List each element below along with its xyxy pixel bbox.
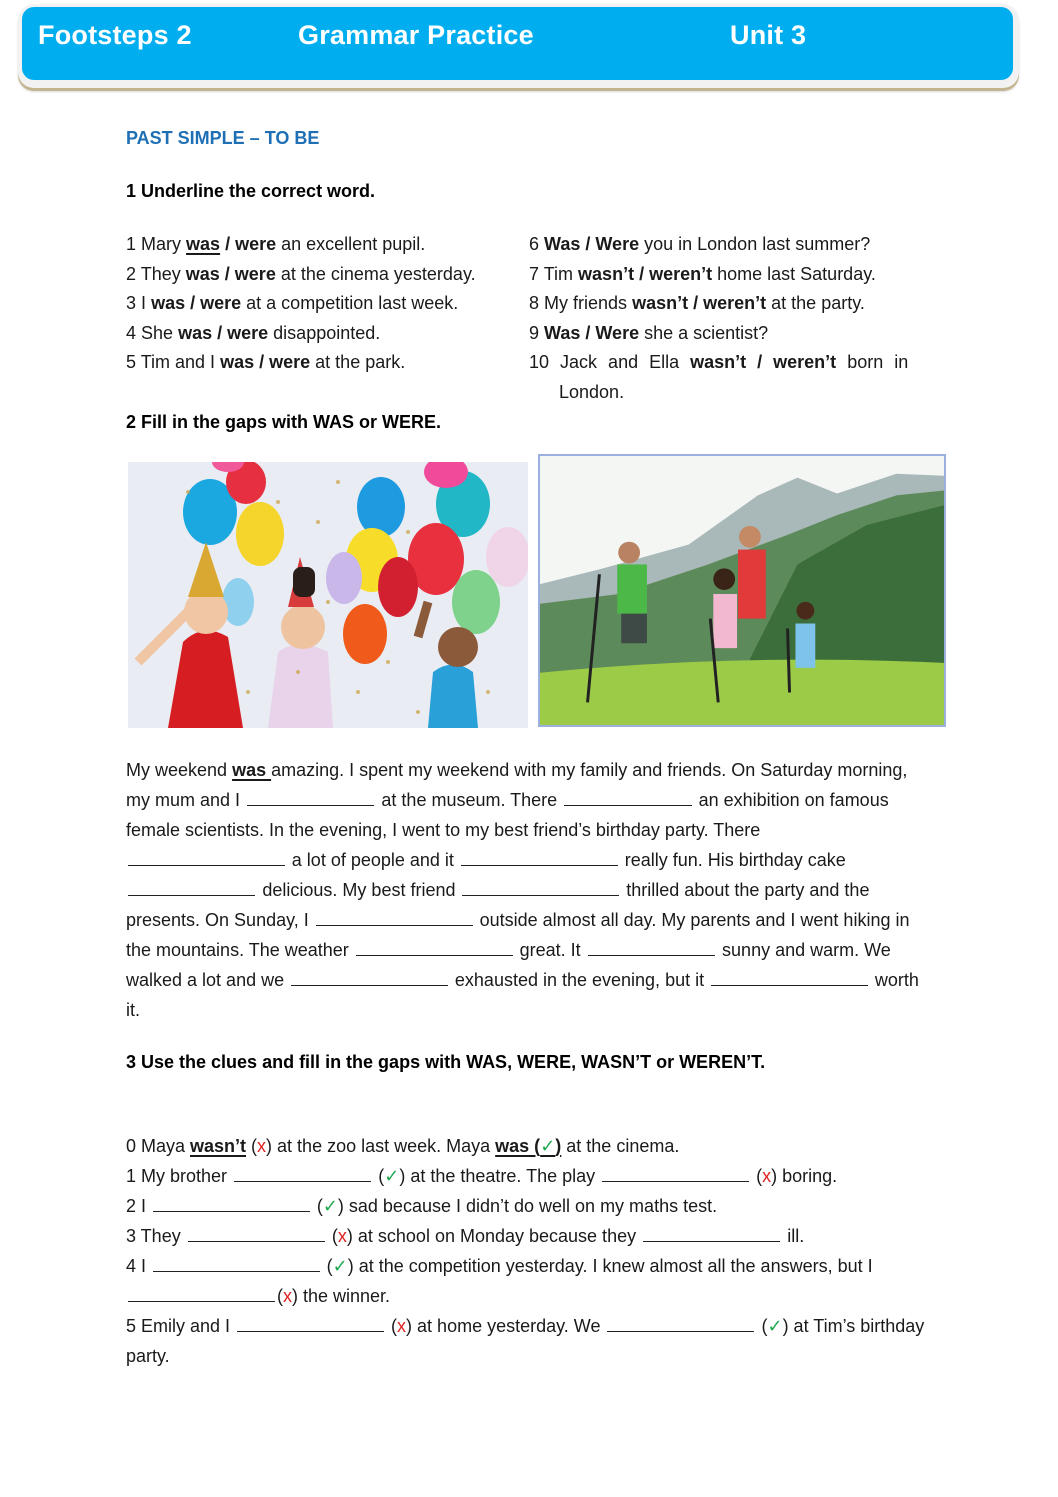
exercise-1-item [126,319,521,349]
header-banner [18,4,1019,88]
exercise-2-paragraph [126,755,988,1025]
item-subject: Tim and I [140,352,216,373]
option-2[interactable]: were [227,322,269,343]
exercise-3-line [126,1221,996,1251]
answer-blank[interactable] [128,849,285,866]
item-continuation: London. [559,381,625,402]
option-1[interactable]: was [151,293,186,314]
exercise-1-item [126,260,521,290]
item-number: 5 [126,352,137,373]
cross-icon: x [257,1136,267,1156]
option-1[interactable]: was [186,234,221,254]
text-segment: ( [751,1166,763,1186]
exercise-1-item [126,289,521,319]
text-segment: my mum and I [126,790,246,810]
item-subject: My friends [544,293,628,314]
text-segment: ill. [782,1226,805,1246]
answer-blank[interactable] [462,879,619,896]
option-2[interactable]: were [235,234,277,254]
worksheet-title: Grammar Practice [298,20,534,50]
text-segment: female scientists. In the evening, I went to my best friend’s birthday party. There [126,820,761,840]
option-1[interactable]: wasn’t [690,352,747,373]
answer-blank[interactable] [607,1315,754,1332]
text-segment: the mountains. The weather [126,940,354,960]
text-segment: walked a lot and we [126,970,290,990]
exercise-3-line [126,1281,996,1311]
paragraph-line [126,845,988,875]
option-separator: / [580,234,596,254]
birthday-party-photo [128,462,528,728]
answer-text: wasn’t [190,1136,247,1156]
answer-text: was ( [495,1136,541,1156]
text-segment: party. [126,1346,170,1366]
example-answer [190,1136,246,1156]
option-separator: / [746,352,774,373]
answer-blank[interactable] [128,879,255,896]
item-subject: She [141,322,174,343]
option-2[interactable]: weren’t [649,263,713,284]
exercise-1-item [126,230,521,260]
unit-label: Unit 3 [730,20,807,50]
item-rest: at the cinema yesterday. [280,263,476,284]
text-segment: ( [246,1136,258,1156]
answer-blank[interactable] [237,1315,384,1332]
item-subject: I [141,293,147,314]
text-segment: ) at home yesterday. We [406,1316,606,1336]
text-segment: great. It [514,940,586,960]
text-segment: ) at school on Monday because they [346,1226,642,1246]
option-separator: / [185,293,201,314]
exercise-1-item [529,289,913,319]
cross-icon: x [397,1316,407,1336]
paragraph-line [126,755,988,785]
item-number: 2 [126,263,137,284]
text-segment: at the museum. There [376,790,563,810]
text-segment: ( [756,1316,768,1336]
item-rest: home last Saturday. [717,263,876,284]
item-rest: at the party. [771,293,865,314]
option-1[interactable]: Was [544,234,581,254]
check-icon: ✓ [540,1136,556,1156]
option-separator: / [634,263,650,284]
item-rest: you in London last summer? [644,234,871,254]
text-segment: a lot of people and it [286,850,459,870]
text-segment: at the cinema. [561,1136,680,1156]
exercise-1-heading: 1 Underline the correct word. [126,181,376,201]
answer-blank[interactable] [588,939,715,956]
text-segment: amazing. I spent my weekend with my family and friends. On Saturday morning, [271,760,908,780]
text-segment: ( [321,1256,333,1276]
paragraph-line [126,815,988,845]
paragraph-line [126,935,988,965]
option-separator: / [580,322,596,343]
exercise-2-heading: 2 Fill in the gaps with WAS or WERE. [126,412,442,432]
item-rest: disappointed. [273,322,381,343]
exercise-1-item [529,319,913,349]
item-subject: Mary [141,234,182,254]
option-2[interactable]: were [200,293,242,314]
exercise-3-line [126,1161,996,1191]
option-1[interactable]: Was [544,322,581,343]
exercise-1-item [126,348,521,378]
option-separator: / [254,352,270,373]
series-title: Footsteps 2 [38,20,192,50]
text-segment: worth [869,970,919,990]
paragraph-line [126,875,988,905]
text-segment: 4 I [126,1256,152,1276]
item-number: 6 [529,234,540,254]
exercise-1-left-column [126,230,521,378]
item-number: 1 [126,234,137,254]
option-1[interactable]: was [220,352,255,373]
exercise-3-line [126,1191,996,1221]
text-segment: it. [126,1000,141,1020]
item-rest: at the park. [315,352,406,373]
exercise-3-line [126,1131,996,1161]
text-segment: 2 I [126,1196,152,1216]
text-segment: thrilled about the party and the [621,880,870,900]
text-segment: ) at the competition yesterday. I knew almost all the answers, but I [347,1256,873,1276]
text-segment: 5 Emily and I [126,1316,236,1336]
text-segment: really fun. His birthday cake [619,850,846,870]
text-segment: outside almost all day. My parents and I went hiking in [474,910,910,930]
text-segment: ( [311,1196,323,1216]
item-rest: she a scientist? [644,322,769,343]
option-separator: / [220,234,236,254]
option-separator: / [688,293,704,314]
exercise-3-line [126,1311,996,1341]
text-segment: ( [373,1166,385,1186]
cross-icon: x [337,1226,347,1246]
exercise-3-heading: 3 Use the clues and fill in the gaps with WAS, WERE, WASN’T or WEREN’T. [126,1052,766,1072]
text-segment: ) at the zoo last week. Maya [266,1136,496,1156]
exercise-3-items [126,1131,996,1371]
example-answer [232,760,271,780]
text-segment: 3 They [126,1226,186,1246]
paragraph-line [126,905,988,935]
item-number: 3 [126,293,137,314]
answer-blank[interactable] [153,1255,320,1272]
item-number: 10 [529,352,550,373]
header-banner-fill [22,7,1013,80]
exercise-1-item [529,260,913,290]
text-segment: ) sad because I didn’t do well on my maths test. [337,1196,718,1216]
text-segment: 0 Maya [126,1136,191,1156]
text-segment: ) at the theatre. The play [399,1166,601,1186]
text-segment: ( [386,1316,398,1336]
item-rest: born in [847,352,909,373]
item-subject: Tim [543,263,574,284]
option-separator: / [212,322,228,343]
mountain-hiking-photo [538,454,946,727]
option-separator: / [219,263,235,284]
section-title: PAST SIMPLE – TO BE [126,128,320,148]
exercise-1-item [529,230,913,260]
paragraph-line [126,965,988,995]
item-subject: They [140,263,181,284]
option-1[interactable]: was [185,263,220,284]
answer-blank[interactable] [247,789,374,806]
option-2[interactable]: Were [595,234,640,254]
paragraph-line [126,995,988,1025]
cross-icon: x [762,1166,772,1186]
text-segment: presents. On Sunday, I [126,910,314,930]
item-rest: at a competition last week. [246,293,459,314]
option-1[interactable]: wasn’t [578,263,635,284]
answer-blank[interactable] [128,1285,275,1302]
option-2[interactable]: Were [595,322,640,343]
text-segment: ( [326,1226,338,1246]
exercise-1-item [529,348,913,378]
text-segment: exhausted in the evening, but it [449,970,710,990]
answer-blank[interactable] [461,849,618,866]
text-segment: ) boring. [771,1166,838,1186]
check-icon: ✓ [332,1256,348,1276]
option-2[interactable]: weren’t [703,293,767,314]
item-number: 4 [126,322,137,343]
text-segment: delicious. My best friend [257,880,461,900]
item-number: 9 [529,322,540,343]
answer-blank[interactable] [291,969,448,986]
answer-blank[interactable] [234,1165,371,1182]
answer-blank[interactable] [356,939,513,956]
option-2[interactable]: weren’t [773,352,837,373]
check-icon: ✓ [767,1316,783,1336]
answer-blank[interactable] [711,969,868,986]
text-segment: ) at Tim’s birthday [782,1316,925,1336]
text-segment: My weekend [126,760,233,780]
exercise-3-line [126,1251,996,1281]
text-segment: sunny and warm. We [717,940,891,960]
answer-blank[interactable] [643,1225,780,1242]
option-2[interactable]: were [234,263,276,284]
exercise-1-right-column [529,230,913,408]
answer-blank[interactable] [188,1225,325,1242]
answer-blank[interactable] [602,1165,749,1182]
text-segment: ) the winner. [292,1286,391,1306]
cross-icon: x [283,1286,292,1306]
text-segment: ( [277,1286,283,1306]
exercise-3-line [126,1341,996,1371]
answer-text: was [232,760,272,780]
answer-blank[interactable] [564,789,691,806]
item-rest: an excellent pupil. [281,234,426,254]
example-answer [495,1136,561,1156]
option-1[interactable]: was [178,322,213,343]
item-subject: Jack and Ella [560,352,680,373]
item-number: 8 [529,293,540,314]
check-icon: ✓ [384,1166,400,1186]
option-2[interactable]: were [269,352,311,373]
answer-close: ) [555,1136,562,1156]
text-segment: 1 My brother [126,1166,233,1186]
answer-blank[interactable] [316,909,473,926]
check-icon: ✓ [322,1196,338,1216]
paragraph-line [126,785,988,815]
option-1[interactable]: wasn’t [632,293,689,314]
text-segment: an exhibition on famous [693,790,889,810]
answer-blank[interactable] [153,1195,310,1212]
item-number: 7 [529,263,540,284]
